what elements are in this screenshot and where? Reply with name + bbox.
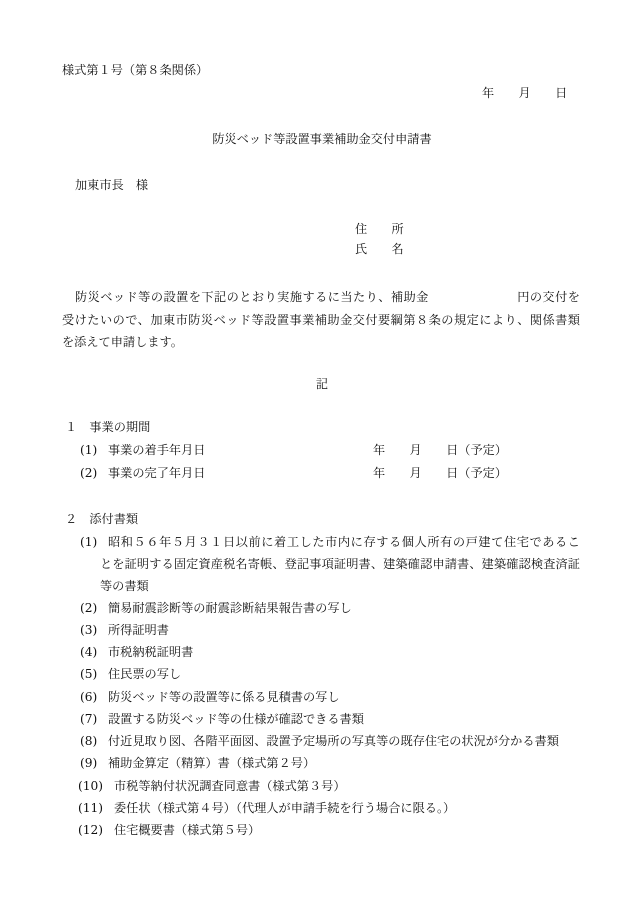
attachment-item-text: 市税納税証明書: [108, 645, 194, 659]
attachment-item-line-3: 等の書類: [100, 579, 149, 593]
attachment-item-number: (7): [80, 712, 98, 726]
attachment-item-number: (9): [80, 756, 98, 770]
attachment-item-number: (11): [78, 801, 104, 815]
attachment-item-line-1: 昭和５６年５月３１日以前に着工した市内に存する個人所有の戸建て住宅であるこ: [108, 535, 580, 549]
attachment-item-text: 市税等納付状況調査同意書（様式第３号）: [114, 779, 346, 793]
name-label: 氏 名: [355, 242, 404, 256]
document-title: 防災ベッド等設置事業補助金交付申請書: [212, 132, 432, 146]
addressee: 加東市長 様: [75, 178, 149, 192]
period-item-number: (1): [80, 443, 98, 457]
attachment-item-text: 簡易耐震診断等の耐震診断結果報告書の写し: [108, 601, 352, 615]
attachment-item-text: 防災ベッド等の設置等に係る見積書の写し: [108, 690, 340, 704]
attachment-item-number: (10): [78, 779, 104, 793]
attachment-item-number: (5): [80, 667, 98, 681]
period-item-label: 事業の完了年月日: [108, 466, 206, 480]
period-item-label: 事業の着手年月日: [108, 443, 206, 457]
period-item-number: (2): [80, 466, 98, 480]
attachment-item-number: (1): [80, 535, 98, 549]
attachment-item-text: 設置する防災ベッド等の仕様が確認できる書類: [108, 712, 364, 726]
period-section-heading: １ 事業の期間: [65, 420, 151, 434]
attachment-item-line-2: とを証明する固定資産税名寄帳、登記事項証明書、建築確認申請書、建築確認検査済証: [100, 557, 580, 571]
attachment-item-number: (3): [80, 623, 98, 637]
attachments-section-heading: ２ 添付書類: [65, 512, 139, 526]
body-line-3: を添えて申請します。: [62, 335, 183, 349]
form-number: 様式第１号（第８条関係）: [62, 63, 209, 77]
date-line: 年 月 日: [482, 86, 568, 100]
attachment-item-text: 付近見取り図、各階平面図、設置予定場所の写真等の既存住宅の状況が分かる書類: [108, 734, 559, 748]
attachment-item-number: (8): [80, 734, 98, 748]
record-mark: 記: [315, 377, 329, 391]
attachment-item-number: (4): [80, 645, 98, 659]
body-line-1: 防災ベッド等の設置を下記のとおり実施するに当たり、補助金 円の交付を: [75, 290, 580, 304]
period-item-date: 年 月 日（予定）: [373, 466, 508, 480]
attachment-item-text: 委任状（様式第４号）（代理人が申請手続を行う場合に限る。）: [114, 801, 456, 815]
attachment-item-text: 住宅概要書（様式第５号）: [114, 823, 261, 837]
attachment-item-text: 所得証明書: [108, 623, 169, 637]
attachment-item-number: (12): [78, 823, 104, 837]
body-line-2: 受けたいので、加東市防災ベッド等設置事業補助金交付要綱第８条の規定により、関係書類: [62, 313, 580, 327]
attachment-item-text: 住民票の写し: [108, 667, 182, 681]
attachment-item-number: (6): [80, 690, 98, 704]
attachment-item-number: (2): [80, 601, 98, 615]
attachment-item-text: 補助金算定（精算）書（様式第２号）: [108, 756, 316, 770]
address-label: 住 所: [355, 222, 404, 236]
period-item-date: 年 月 日（予定）: [373, 443, 508, 457]
